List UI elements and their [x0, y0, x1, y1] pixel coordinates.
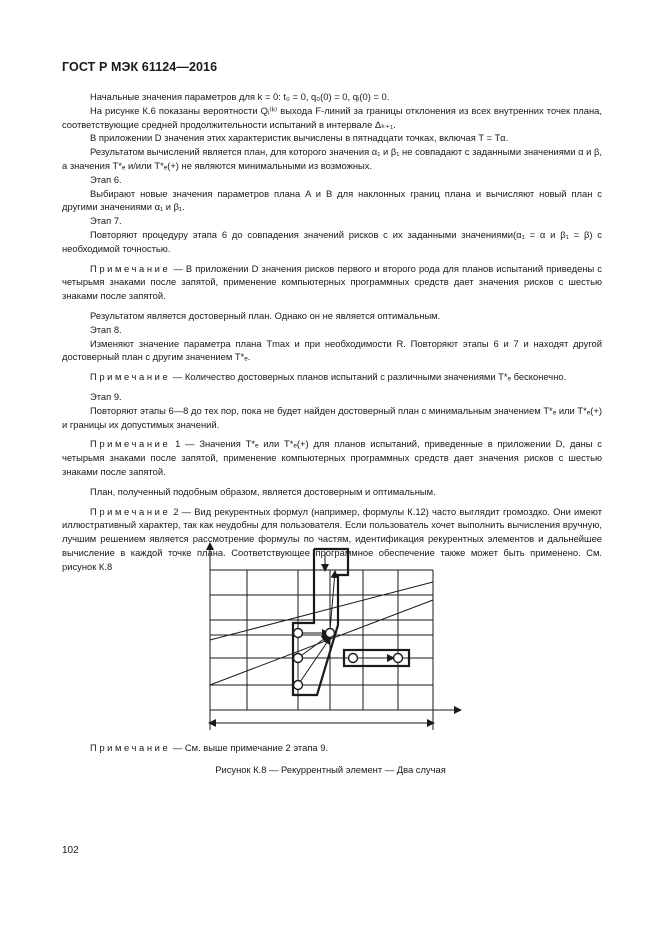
paragraph: На рисунке К.6 показаны вероятности Qᵢ⁽ᵏ⁾ выхода F-линий за границы отклонения из всех внутренних точек плана, соответствующие средней продолжительности испытаний в интервале Δₖ₊₁. — [62, 104, 602, 130]
note-text: — В приложении D значения рисков первого и второго рода для планов испытаний приведены с четырьмя знаками после запятой, применение компьютерных программных средств дает значения рисков с шестью знаками после запятой. — [62, 262, 602, 302]
highlight-case-vertical — [293, 549, 348, 695]
plan-points — [294, 629, 403, 690]
paragraph: Результатом вычислений является план, для которого значения α₁ и β₁ не совпадают с заданными значениями α и β, а значения T*ₑ и/или T*ₑ(+) не являются минимальными из возможных. — [62, 146, 602, 171]
paragraph: Начальные значения параметров для k = 0: t₀ = 0, q₀(0) = 0, qᵢ(0) = 0. — [90, 91, 390, 102]
paragraph: Этап 8. — [90, 323, 122, 335]
figure-caption: Рисунок К.8 — Рекуррентный элемент — Два случая — [215, 764, 446, 775]
note-label: Примечание — [90, 505, 171, 517]
note-label: Примечание — [90, 742, 171, 753]
paragraph: План, полученный подобным образом, является достоверным и оптимальным. — [90, 485, 436, 497]
document-body — [62, 90, 602, 580]
paragraph: Выбирают новые значения параметров плана A и B для наклонных границ плана и вычисляют новый план с другими значениями α₁ и β₁. — [62, 187, 602, 213]
paragraph: В приложении D значения этих характеристик вычислены в пятнадцати точках, включая T = Tα. — [90, 132, 509, 144]
note — [62, 262, 602, 303]
paragraph: Изменяют значение параметра плана Tmax и при необходимости R. Повторяют этапы 6 и 7 и находят другой достоверный план с другим значением T*ₑ. — [62, 337, 602, 363]
note-text: 2 — Вид рекурентных формул (например, формулы К.12) часто выглядит громоздко. Они имеют иллюстративный характер, так как неудобны для пользователя. Если пользователь хочет выполнить вычисления вручную, лучшим решением является рассмотрение формулы по частям, идентификация рекурентных элементов и дальнейшее вычисление в каждой точке плана. Соответствующее программное обеспечение также может быть применено. См. рисунок К.8 — [62, 505, 602, 572]
recurrent-element-diagram — [180, 540, 470, 730]
note — [62, 370, 602, 384]
paragraph: Этап 6. — [90, 173, 122, 185]
paragraph: Повторяют этапы 6—8 до тех пор, пока не будет найден достоверный план с минимальным значением T*ₑ или T*ₑ(+) и границы их допустимых значений. — [62, 404, 602, 430]
paragraph: Результатом является достоверный план. Однако он не является оптимальным. — [90, 309, 441, 321]
figure-note — [90, 742, 328, 753]
note-label: Примечание — [90, 371, 171, 383]
document-header: ГОСТ Р МЭК 61124—2016 — [62, 60, 218, 74]
paragraph: Этап 7. — [90, 215, 122, 227]
paragraph: Этап 9. — [90, 390, 122, 402]
note-text: 1 — Значения T*ₑ или T*ₑ(+) для планов испытаний, приведенные в приложении D, даны с четырьмя знаками после запятой, применение компьютерных программных средств дает значения рисков с шестью знаками после запятой. — [62, 438, 602, 477]
note-text: — См. выше примечание 2 этапа 9. — [170, 742, 329, 753]
note-label: Примечание — [90, 438, 171, 450]
note-label: Примечание — [90, 262, 171, 274]
page-number: 102 — [62, 845, 79, 856]
note — [62, 437, 602, 478]
paragraph: Повторяют процедуру этапа 6 до совпадения значений рисков с их заданными значениями(α₁ = α и β₁ = β) с необходимой точностью. — [62, 228, 602, 254]
note-text: — Количество достоверных планов испытаний с различными значениями T*ₑ бесконечно. — [170, 371, 567, 383]
